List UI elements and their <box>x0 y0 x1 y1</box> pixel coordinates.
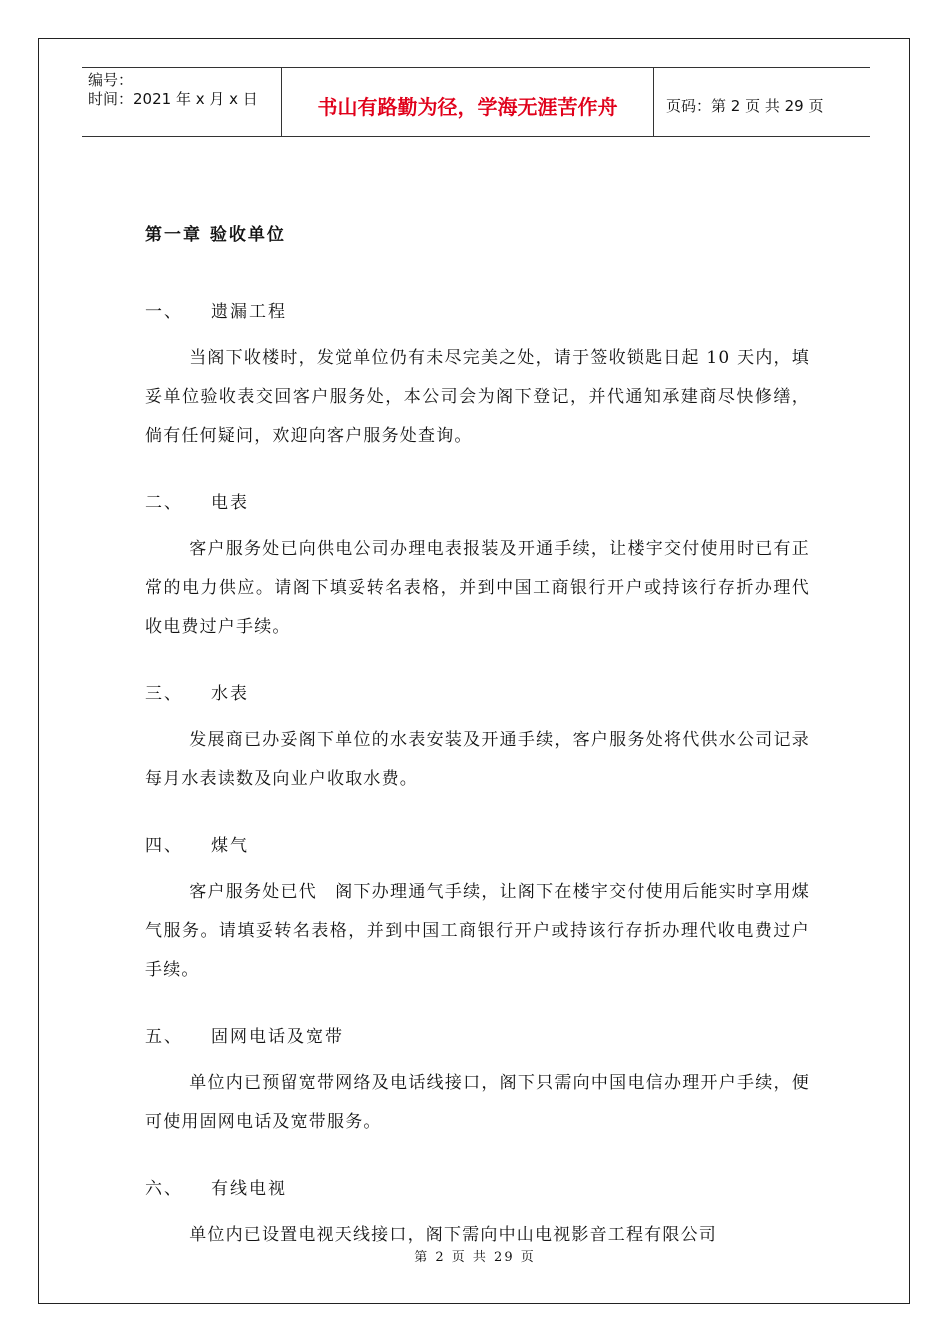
section-number: 五、 <box>145 1027 183 1047</box>
section-number: 三、 <box>145 684 183 704</box>
section-number: 二、 <box>145 493 183 513</box>
section-1 <box>145 299 810 456</box>
section-body: 客户服务处已代 阁下办理通气手续，让阁下在楼宇交付使用后能实时享用煤气服务。请填妥转名表格，并到中国工商银行开户或持该行存折办理代收电费过户手续。 <box>145 882 810 980</box>
section-number: 六、 <box>145 1179 183 1199</box>
section-title: 水表 <box>211 684 249 704</box>
header-meta <box>82 68 282 136</box>
section-heading <box>145 490 810 516</box>
section-heading <box>145 1024 810 1050</box>
number-label: 编号： <box>88 71 134 89</box>
section-2 <box>145 490 810 647</box>
header-motto: 书山有路勤为径，学海无涯苦作舟 <box>282 68 654 136</box>
page-footer: 第 2 页 共 29 页 <box>414 1250 536 1265</box>
section-number: 四、 <box>145 836 183 856</box>
section-heading <box>145 681 810 707</box>
document-header <box>82 67 870 137</box>
section-5 <box>145 1024 810 1142</box>
section-number: 一、 <box>145 302 183 322</box>
time-label: 时间：2021 年 x 月 x 日 <box>88 90 258 108</box>
section-body: 当阁下收楼时，发觉单位仍有未尽完美之处，请于签收锁匙日起 10 天内，填妥单位验收表交回客户服务处，本公司会为阁下登记，并代通知承建商尽快修缮，倘有任何疑问，欢迎向客户服务处查询。 <box>145 348 810 446</box>
section-title: 固网电话及宽带 <box>211 1027 344 1047</box>
section-title: 煤气 <box>211 836 249 856</box>
section-title: 电表 <box>211 493 249 513</box>
section-title: 遗漏工程 <box>211 302 287 322</box>
section-body: 单位内已预留宽带网络及电话线接口，阁下只需向中国电信办理开户手续，便可使用固网电话及宽带服务。 <box>145 1073 810 1132</box>
chapter-title: 第一章 验收单位 <box>145 225 286 245</box>
section-body: 客户服务处已向供电公司办理电表报装及开通手续，让楼宇交付使用时已有正常的电力供应。请阁下填妥转名表格，并到中国工商银行开户或持该行存折办理代收电费过户手续。 <box>145 539 810 637</box>
section-body: 发展商已办妥阁下单位的水表安装及开通手续，客户服务处将代供水公司记录每月水表读数及向业户收取水费。 <box>145 730 810 789</box>
header-page-info: 页码：第 2 页 共 29 页 <box>666 96 824 115</box>
section-heading <box>145 1176 810 1202</box>
section-body: 单位内已设置电视天线接口，阁下需向中山电视影音工程有限公司 <box>189 1225 717 1245</box>
section-title: 有线电视 <box>211 1179 287 1199</box>
section-4 <box>145 833 810 990</box>
section-3 <box>145 681 810 799</box>
section-6 <box>145 1176 810 1255</box>
document-body <box>145 220 810 1289</box>
section-heading <box>145 299 810 325</box>
section-heading <box>145 833 810 859</box>
